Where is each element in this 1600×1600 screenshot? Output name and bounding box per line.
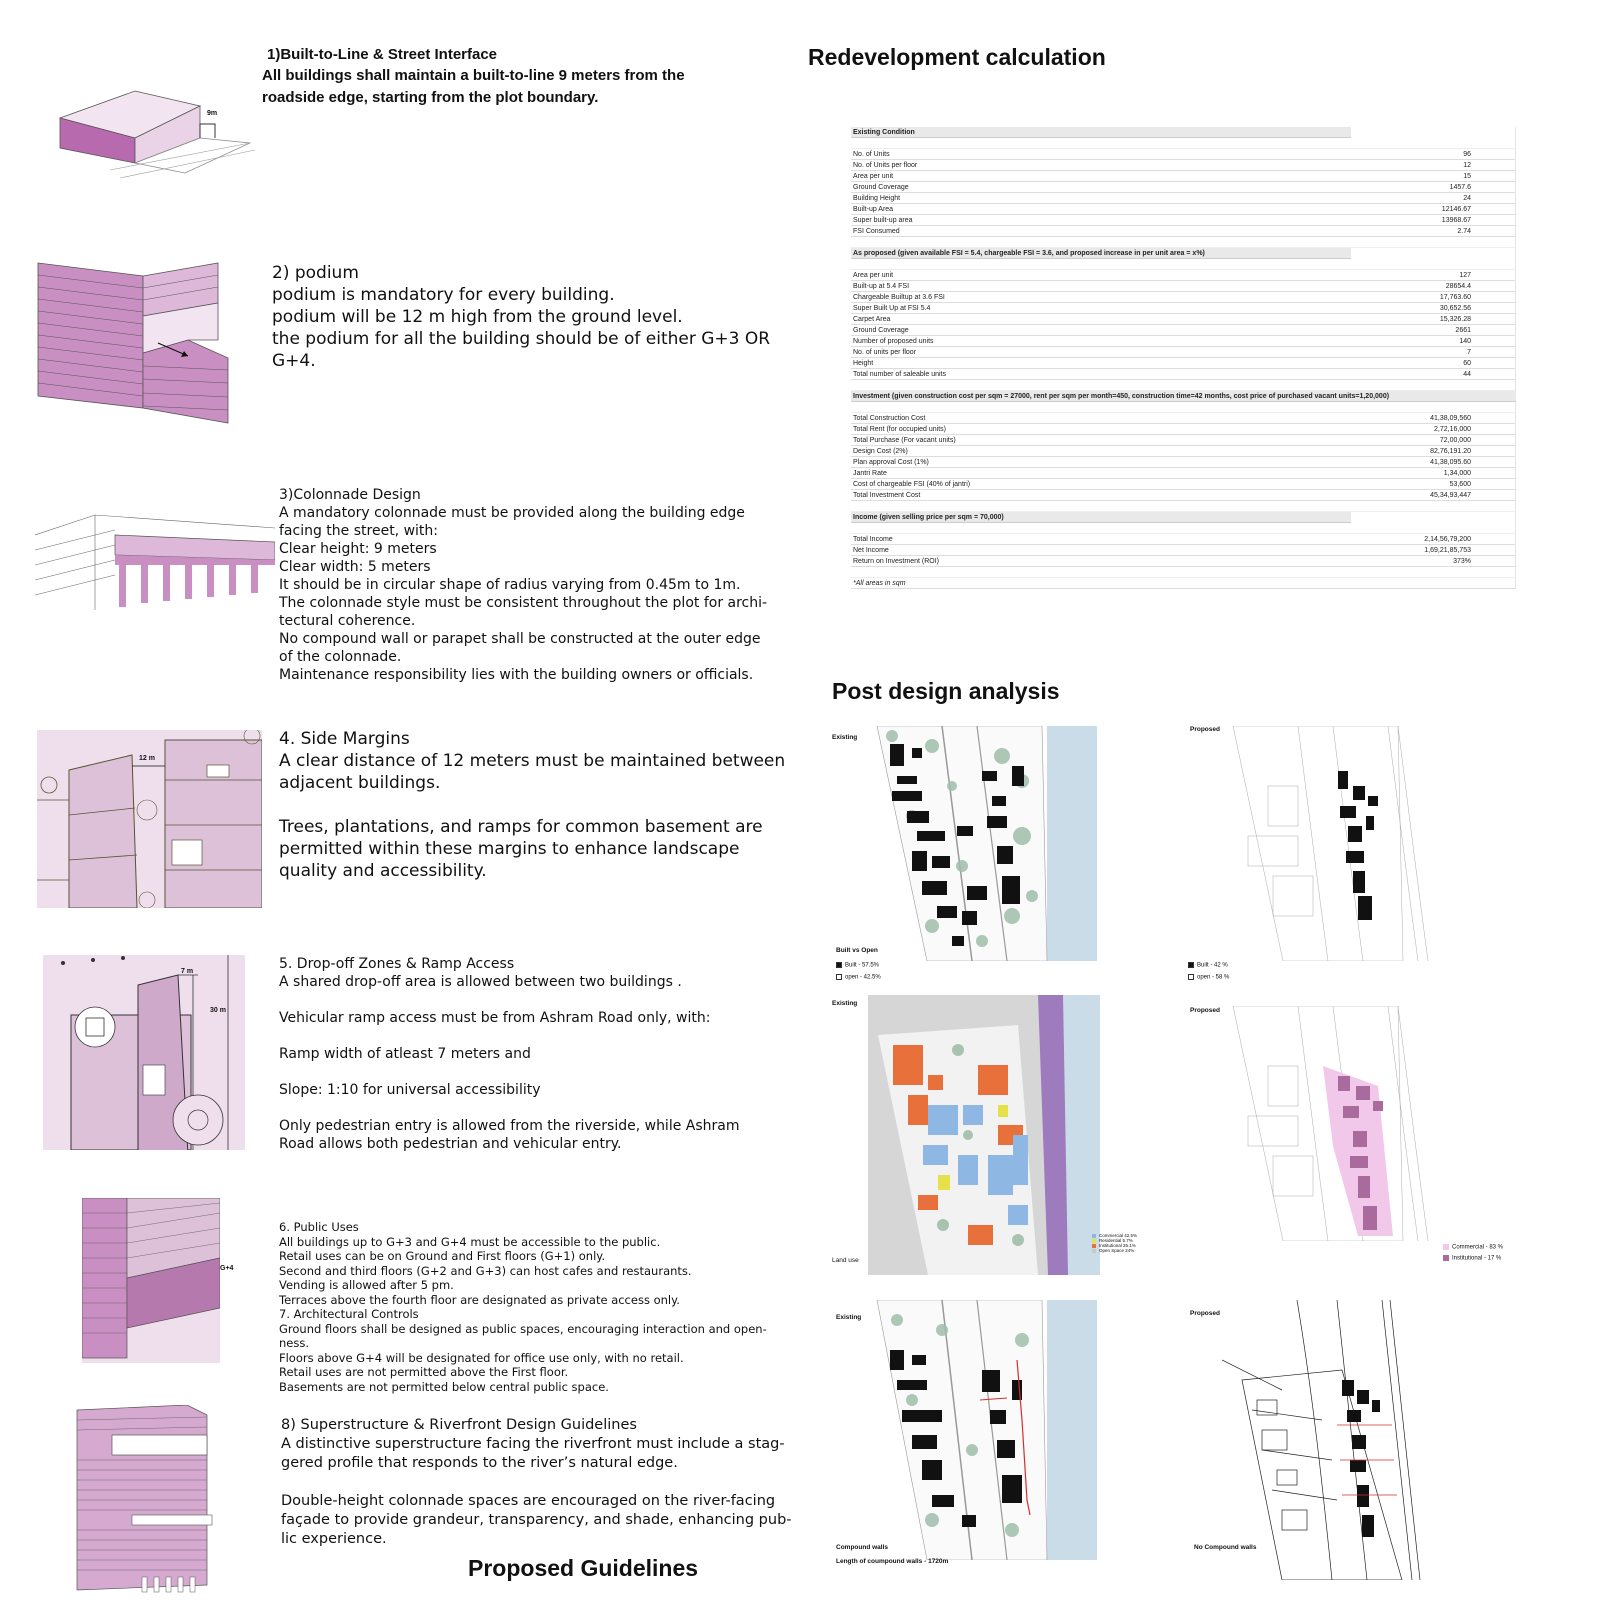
proposed-label: Height <box>853 359 874 367</box>
podium-illustration <box>33 258 238 430</box>
income-label: Total Income <box>853 535 893 543</box>
guideline-6-line: Retail uses can be on Ground and First floors (G+1) only. <box>279 1249 606 1263</box>
footnote-row <box>851 578 1515 589</box>
map-existing-built-open <box>830 722 1105 987</box>
investment-value: 2,72,16,000 <box>1434 425 1471 433</box>
proposed-value: 60 <box>1463 359 1471 367</box>
map-existing-compound-walls <box>830 1300 1110 1590</box>
map-proposed-land-use-svg <box>1228 1006 1453 1241</box>
section-proposed-label: As proposed (given available FSI = 5.4, chargeable FSI = 3.6, and proposed increase in per unit area = x%) <box>853 249 1205 257</box>
existing-label: Building Height <box>853 194 901 202</box>
guideline-8-line: A distinctive superstructure facing the riverfront must include a stag- <box>281 1436 785 1452</box>
map-proposed-land-use <box>1188 1002 1504 1277</box>
investment-label: Total Rent (for occupied units) <box>853 425 946 433</box>
guideline-7-heading: 7. Architectural Controls <box>279 1307 419 1321</box>
section-investment-label: Investment (given construction cost per sqm = 27000, rent per sqm per month=450, construction time=42 months, cost price of purchased vacant units=1,20,000) <box>853 392 1390 400</box>
guideline-3-line: No compound wall or parapet shall be constructed at the outer edge <box>279 631 761 647</box>
guideline-7-line: ness. <box>279 1336 310 1350</box>
proposed-value: 7 <box>1467 348 1471 356</box>
existing-row <box>851 149 1515 160</box>
investment-label: Plan approval Cost (1%) <box>853 458 929 466</box>
proposed-label: Built-up at 5.4 FSI <box>853 282 910 290</box>
investment-value: 45,34,93,447 <box>1430 491 1471 499</box>
existing-row <box>851 171 1515 182</box>
guideline-3-line: Clear height: 9 meters <box>279 541 437 557</box>
existing-label: FSI Consumed <box>853 227 900 235</box>
guideline-7-line: Ground floors shall be designed as public spaces, encouraging interaction and open- <box>279 1321 767 1336</box>
investment-row <box>851 424 1515 435</box>
investment-row <box>851 468 1515 479</box>
guideline-6-heading: 6. Public Uses <box>279 1220 359 1234</box>
lu-legend-commercial: Commercial 42.5% <box>1099 1233 1138 1238</box>
commercial-proposed-legend <box>1443 1244 1503 1251</box>
lu-legend-item <box>1092 1248 1137 1253</box>
proposed-label: Total number of saleable units <box>853 370 946 378</box>
proposed-value: 140 <box>1459 337 1471 345</box>
guideline-5-line <box>279 1063 799 1081</box>
map-existing-land-use <box>830 995 1138 1280</box>
existing-label: Super built-up area <box>853 216 913 224</box>
map-existing-land-use-svg <box>868 995 1100 1275</box>
compound-length-label: Length of coumpound walls - 1720m <box>836 1558 949 1565</box>
guideline-4-line: Trees, plantations, and ramps for common basement are <box>279 817 763 837</box>
existing-rows <box>851 149 1515 237</box>
proposed-row <box>851 336 1515 347</box>
guideline-2-line: podium is mandatory for every building. <box>272 285 615 305</box>
investment-value: 72,00,000 <box>1439 436 1471 444</box>
proposed-label: Carpet Area <box>853 315 891 323</box>
built-existing-legend <box>836 962 879 969</box>
guideline-3-line: Clear width: 5 meters <box>279 559 431 575</box>
existing-label: No. of Units per floor <box>853 161 918 169</box>
lu-legend-open: Open Space 24% <box>1099 1248 1135 1253</box>
proposed-value: 127 <box>1459 271 1471 279</box>
existing-value: 2.74 <box>1457 227 1471 235</box>
drop-off-illustration <box>43 955 245 1150</box>
investment-label: Total Investment Cost <box>853 491 921 499</box>
guideline-6-line: Second and third floors (G+2 and G+3) can host cafes and restaurants. <box>279 1263 692 1278</box>
investment-value: 82,76,191.20 <box>1430 447 1471 455</box>
map-proposed-no-compound <box>1188 1300 1473 1590</box>
map-proposed-no-compound-svg <box>1222 1300 1447 1580</box>
investment-row <box>851 435 1515 446</box>
map-label-proposed: Proposed <box>1190 726 1220 733</box>
open-proposed-value: open - 58 % <box>1197 974 1230 981</box>
guideline-7-line: Basements are not permitted below central public space. <box>279 1379 609 1394</box>
guideline-3-line: Maintenance responsibility lies with the building owners or officials. <box>279 667 754 683</box>
guideline-3-heading: 3)Colonnade Design <box>279 487 421 503</box>
guideline-3-line: tectural coherence. <box>279 613 416 629</box>
institutional-proposed-legend <box>1443 1255 1501 1262</box>
existing-label: No. of Units <box>853 150 890 158</box>
dim-label-30m: 30 m <box>210 1007 226 1014</box>
proposed-row <box>851 314 1515 325</box>
dim-label-7m: 7 m <box>181 968 194 975</box>
guideline-2-line: the podium for all the building should be of either G+3 OR <box>272 329 771 349</box>
guideline-4-heading: 4. Side Margins <box>279 729 410 749</box>
map-proposed-built-open-svg <box>1228 726 1453 961</box>
built-existing-value: Built - 57.5% <box>845 962 880 969</box>
existing-value: 96 <box>1463 150 1471 158</box>
dim-label-12m: 12 m <box>139 755 155 762</box>
existing-value: 13968.67 <box>1441 216 1471 224</box>
investment-label: Jantri Rate <box>853 469 887 477</box>
dim-label-9m: 9m <box>207 110 218 117</box>
built-proposed-legend <box>1188 962 1228 969</box>
income-value: 2,14,56,79,200 <box>1424 535 1471 543</box>
proposed-row <box>851 369 1515 380</box>
guideline-3-line: of the colonnade. <box>279 649 402 665</box>
existing-row <box>851 215 1515 226</box>
existing-row <box>851 193 1515 204</box>
existing-value: 1457.6 <box>1449 183 1471 191</box>
redevelopment-title: Redevelopment calculation <box>808 44 1106 70</box>
proposed-label: No. of units per floor <box>853 348 917 356</box>
proposed-label: Area per unit <box>853 271 894 279</box>
guideline-3-line: facing the street, with: <box>279 523 438 539</box>
built-vs-open-label: Built vs Open <box>836 947 878 954</box>
guideline-5-line <box>279 1099 799 1117</box>
proposed-value: 15,326.28 <box>1439 315 1471 323</box>
investment-row <box>851 413 1515 424</box>
investment-value: 41,38,09,560 <box>1430 414 1471 422</box>
investment-rows <box>851 413 1515 501</box>
compound-walls-label: Compound walls <box>836 1544 888 1551</box>
map-proposed-built-open <box>1188 722 1463 987</box>
guideline-6-line: All buildings up to G+3 and G+4 must be accessible to the public. <box>279 1234 661 1249</box>
guideline-8-line: Double-height colonnade spaces are encouraged on the river-facing <box>281 1493 776 1509</box>
guideline-8-line <box>281 1473 801 1492</box>
income-label: Net Income <box>853 546 889 554</box>
guideline-8-line: façade to provide grandeur, transparency, and shade, enhancing pub- <box>281 1512 792 1528</box>
proposed-row <box>851 325 1515 336</box>
proposed-value: 17,763.60 <box>1439 293 1471 301</box>
guideline-7-line: Retail uses are not permitted above the First floor. <box>279 1365 569 1379</box>
proposed-label: Ground Coverage <box>853 326 909 334</box>
guideline-3-line: It should be in circular shape of radius varying from 0.45m to 1m. <box>279 577 741 593</box>
no-compound-label: No Compound walls <box>1194 1544 1257 1551</box>
existing-row <box>851 226 1515 237</box>
investment-row <box>851 457 1515 468</box>
income-label: Return on Investment (ROI) <box>853 557 939 565</box>
guideline-6-line: Terraces above the fourth floor are designated as private access only. <box>279 1292 680 1307</box>
guideline-4-line <box>279 794 799 816</box>
proposed-row <box>851 358 1515 369</box>
income-row <box>851 556 1515 567</box>
existing-row <box>851 160 1515 171</box>
guideline-7-line: Floors above G+4 will be designated for office use only, with no retail. <box>279 1350 684 1365</box>
guideline-4-line: quality and accessibility. <box>279 861 487 881</box>
guideline-5-line: Slope: 1:10 for universal accessibility <box>279 1082 541 1098</box>
existing-row <box>851 182 1515 193</box>
investment-row <box>851 479 1515 490</box>
income-rows <box>851 534 1515 567</box>
proposed-label: Number of proposed units <box>853 337 934 345</box>
open-existing-value: open - 42.5% <box>845 974 881 981</box>
income-value: 373% <box>1453 557 1471 565</box>
proposed-row <box>851 270 1515 281</box>
institutional-proposed-value: Institutional - 17 % <box>1452 1255 1502 1262</box>
guideline-2-text <box>272 262 782 372</box>
investment-value: 53,600 <box>1449 480 1471 488</box>
proposed-value: 2661 <box>1455 326 1471 334</box>
investment-label: Total Purchase (For vacant units) <box>853 436 956 444</box>
existing-value: 24 <box>1463 194 1471 202</box>
income-row <box>851 545 1515 556</box>
commercial-proposed-value: Commercial - 83 % <box>1452 1244 1504 1251</box>
guideline-8-line: lic experience. <box>281 1531 387 1547</box>
existing-value: 12146.67 <box>1441 205 1471 213</box>
proposed-rows <box>851 270 1515 380</box>
guideline-4-line: A clear distance of 12 meters must be maintained between <box>279 751 786 771</box>
investment-row <box>851 446 1515 457</box>
dim-label-g4: G+4 <box>220 1265 234 1272</box>
section-income <box>851 512 1351 523</box>
guideline-5-line: Only pedestrian entry is allowed from the riverside, while Ashram <box>279 1118 740 1134</box>
guideline-8-line: gered profile that responds to the river’s natural edge. <box>281 1455 678 1471</box>
redevelopment-table <box>851 127 1516 589</box>
colonnade-illustration <box>35 510 275 620</box>
guideline-5-line <box>279 991 799 1009</box>
guideline-6-line: Vending is allowed after 5 pm. <box>279 1278 454 1292</box>
proposed-row <box>851 347 1515 358</box>
land-use-legend <box>1092 1233 1137 1253</box>
public-uses-illustration <box>82 1198 220 1363</box>
guideline-5-line: Road allows both pedestrian and vehicular entry. <box>279 1136 622 1152</box>
guideline-5-heading: 5. Drop-off Zones & Ramp Access <box>279 956 515 972</box>
map-label-proposed: Proposed <box>1190 1310 1220 1317</box>
guideline-1-text <box>262 45 782 109</box>
superstructure-illustration <box>72 1405 220 1595</box>
map-existing-compound-walls-svg <box>872 1300 1097 1560</box>
guideline-5-text <box>279 955 799 1153</box>
open-existing-legend <box>836 974 881 981</box>
open-proposed-legend <box>1188 974 1229 981</box>
guideline-8-text <box>281 1416 801 1549</box>
footnote: *All areas in sqm <box>853 579 906 587</box>
proposed-value: 30,652.56 <box>1439 304 1471 312</box>
income-value: 1,69,21,85,753 <box>1424 546 1471 554</box>
existing-label: Ground Coverage <box>853 183 909 191</box>
proposed-guidelines-title: Proposed Guidelines <box>468 1555 699 1581</box>
income-row <box>851 534 1515 545</box>
investment-row <box>851 490 1515 501</box>
guideline-8-heading: 8) Superstructure & Riverfront Design Guidelines <box>281 1417 637 1433</box>
guideline-3-line: The colonnade style must be consistent throughout the plot for archi- <box>279 595 768 611</box>
proposed-value: 28654.4 <box>1445 282 1471 290</box>
existing-value: 15 <box>1463 172 1471 180</box>
guideline-5-line: Ramp width of atleast 7 meters and <box>279 1046 531 1062</box>
land-use-label: Land use <box>832 1257 859 1264</box>
lu-legend-institutional: Institutional 26.1% <box>1099 1243 1136 1248</box>
guideline-5-line: A shared drop-off area is allowed between two buildings . <box>279 974 682 990</box>
proposed-label: Chargeable Builtup at 3.6 FSI <box>853 293 945 301</box>
proposed-row <box>851 292 1515 303</box>
guideline-6-7-text <box>279 1220 799 1394</box>
investment-value: 1,34,000 <box>1443 469 1471 477</box>
section-existing <box>851 127 1351 138</box>
guideline-2-line: podium will be 12 m high from the ground level. <box>272 307 683 327</box>
guideline-2-line: G+4. <box>272 351 316 371</box>
post-design-title: Post design analysis <box>832 678 1060 704</box>
existing-value: 12 <box>1463 161 1471 169</box>
lu-legend-residential: Residential 5.7% <box>1099 1238 1133 1243</box>
proposed-label: Super Built Up at FSI 5.4 <box>853 304 931 312</box>
proposed-row <box>851 281 1515 292</box>
guideline-5-line <box>279 1027 799 1045</box>
guideline-4-text <box>279 728 799 882</box>
guideline-1-heading: 1)Built-to-Line & Street Interface <box>267 46 498 63</box>
guideline-3-text <box>279 486 789 684</box>
guideline-4-line: adjacent buildings. <box>279 773 441 793</box>
section-proposed <box>851 248 1351 259</box>
map-label-existing: Existing <box>832 1000 858 1007</box>
map-label-existing: Existing <box>832 734 858 741</box>
section-income-label: Income (given selling price per sqm = 70,000) <box>853 513 1004 521</box>
guideline-5-line: Vehicular ramp access must be from Ashram Road only, with: <box>279 1010 711 1026</box>
guideline-1-line: All buildings shall maintain a built-to-line 9 meters from the <box>262 67 685 84</box>
map-label-existing: Existing <box>836 1314 862 1321</box>
map-existing-built-open-svg <box>872 726 1097 961</box>
investment-value: 41,38,095.60 <box>1430 458 1471 466</box>
existing-label: Area per unit <box>853 172 894 180</box>
built-proposed-value: Built - 42 % <box>1197 962 1228 969</box>
built-to-line-illustration <box>50 88 260 193</box>
guideline-3-line: A mandatory colonnade must be provided along the building edge <box>279 505 745 521</box>
investment-label: Total Construction Cost <box>853 414 926 422</box>
guideline-2-heading: 2) podium <box>272 263 359 283</box>
existing-row <box>851 204 1515 215</box>
guideline-4-line: permitted within these margins to enhance landscape <box>279 839 740 859</box>
guideline-1-line: roadside edge, starting from the plot boundary. <box>262 89 599 106</box>
section-investment <box>851 391 1516 402</box>
lu-swatch-open <box>1092 1249 1096 1253</box>
proposed-value: 44 <box>1463 370 1471 378</box>
section-existing-label: Existing Condition <box>853 128 915 136</box>
existing-label: Built-up Area <box>853 205 894 213</box>
investment-label: Cost of chargeable FSI (40% of jantri) <box>853 480 971 488</box>
map-label-proposed: Proposed <box>1190 1007 1220 1014</box>
proposed-row <box>851 303 1515 314</box>
investment-label: Design Cost (2%) <box>853 447 908 455</box>
